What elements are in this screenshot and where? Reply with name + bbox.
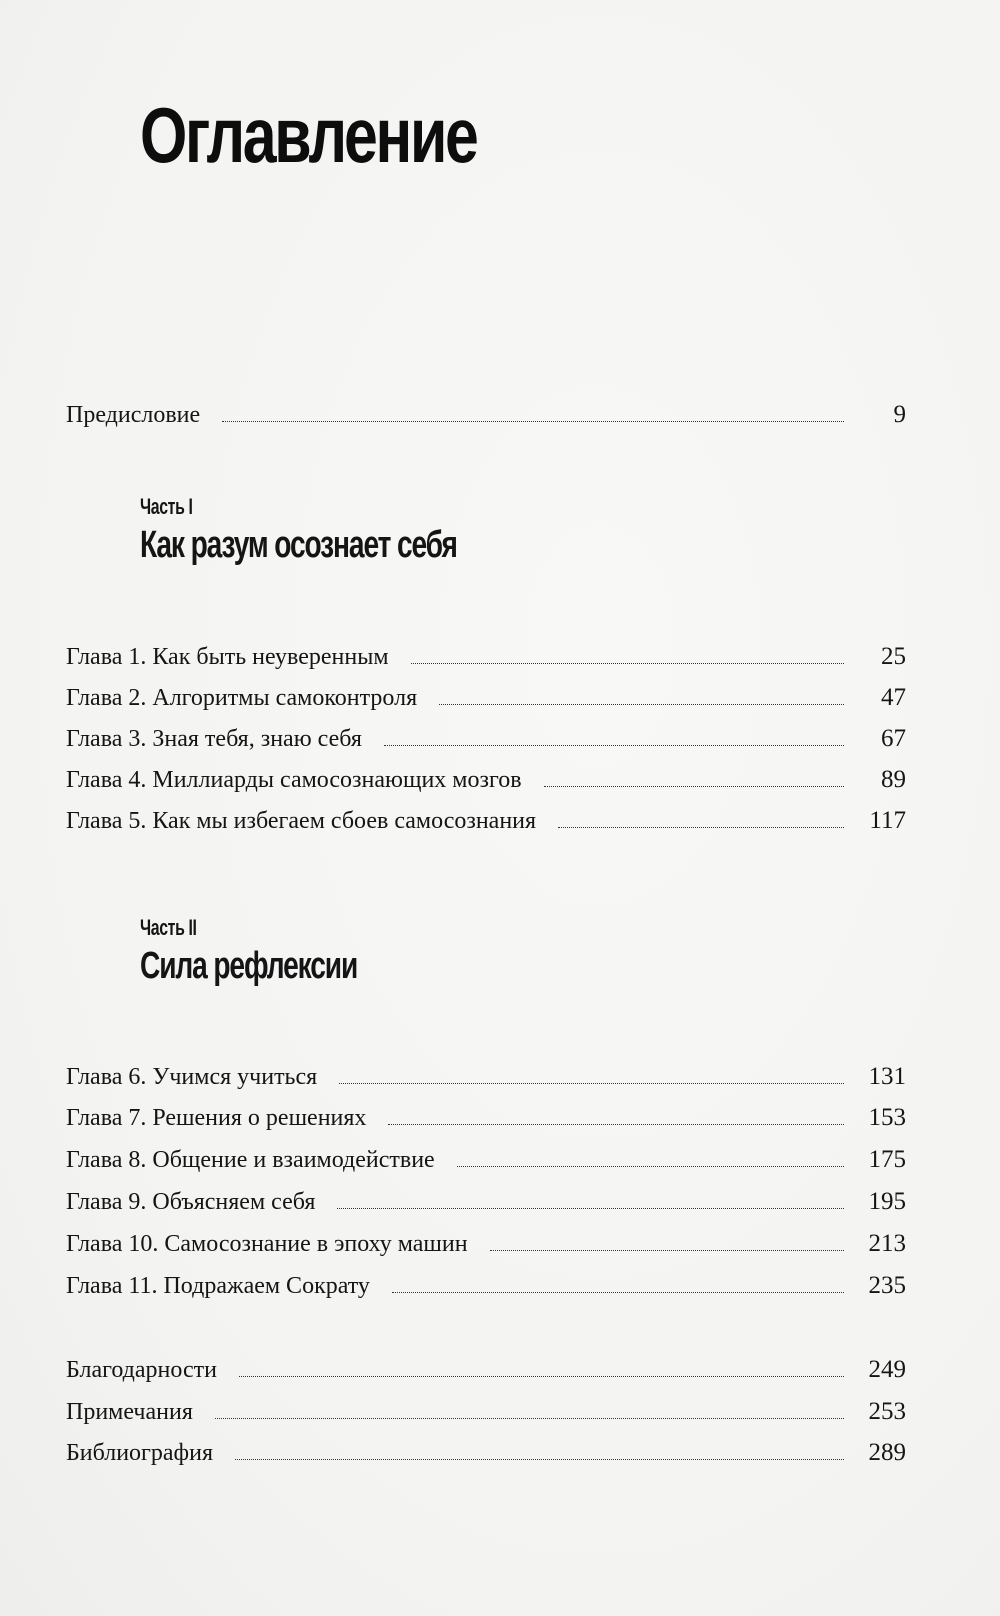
page-title: Оглавление	[140, 91, 477, 179]
toc-entry-label: Глава 1. Как быть неуверенным	[66, 644, 389, 670]
toc-entry-page: 47	[881, 684, 906, 711]
toc-entry-page: 253	[868, 1398, 906, 1425]
dot-leader	[222, 421, 844, 422]
toc-entry-page: 175	[868, 1146, 906, 1173]
toc-entry-page: 25	[881, 643, 906, 670]
toc-entry-preface[interactable]	[66, 398, 906, 432]
dot-leader	[239, 1376, 844, 1377]
toc-entry-label: Библиография	[66, 1440, 213, 1466]
toc-entry-notes[interactable]	[66, 1395, 906, 1429]
toc-entry-label: Предисловие	[66, 402, 201, 428]
toc-entry-label: Глава 2. Алгоритмы самоконтроля	[66, 685, 418, 711]
dot-leader	[215, 1418, 844, 1419]
dot-leader	[384, 745, 844, 746]
toc-entry-page: 153	[868, 1104, 906, 1131]
dot-leader	[457, 1166, 844, 1167]
toc-entry-chapter[interactable]	[66, 1227, 906, 1261]
toc-entry-chapter[interactable]	[66, 1143, 906, 1177]
toc-entry-page: 235	[868, 1272, 906, 1299]
toc-entry-label: Глава 9. Объясняем себя	[66, 1189, 316, 1215]
dot-leader	[411, 663, 844, 664]
dot-leader	[337, 1208, 844, 1209]
toc-entry-label: Благодарности	[66, 1357, 217, 1383]
toc-entry-page: 117	[869, 807, 906, 834]
toc-entry-chapter[interactable]	[66, 1269, 906, 1303]
toc-entry-chapter[interactable]	[66, 1101, 906, 1135]
toc-entry-acknowledgements[interactable]	[66, 1353, 906, 1387]
toc-entry-label: Примечания	[66, 1399, 193, 1425]
toc-entry-chapter[interactable]	[66, 804, 906, 838]
dot-leader	[392, 1292, 844, 1293]
toc-entry-bibliography[interactable]	[66, 1436, 906, 1470]
toc-entry-label: Глава 6. Учимся учиться	[66, 1064, 318, 1090]
toc-entry-page: 67	[881, 725, 906, 752]
toc-entry-chapter[interactable]	[66, 763, 906, 797]
dot-leader	[439, 704, 844, 705]
dot-leader	[388, 1124, 844, 1125]
toc-entry-chapter[interactable]	[66, 681, 906, 715]
toc-entry-page: 249	[868, 1356, 906, 1383]
toc-entry-chapter[interactable]	[66, 722, 906, 756]
dot-leader	[490, 1250, 844, 1251]
part-label: Часть I	[140, 494, 193, 519]
toc-entry-label: Глава 10. Самосознание в эпоху машин	[66, 1231, 468, 1257]
toc-entry-page: 131	[868, 1063, 906, 1090]
dot-leader	[544, 786, 844, 787]
part-title: Сила рефлексии	[140, 945, 358, 987]
part-title: Как разум осознает себя	[140, 524, 457, 566]
toc-entry-label: Глава 3. Зная тебя, знаю себя	[66, 726, 362, 752]
toc-entry-page: 213	[868, 1230, 906, 1257]
toc-entry-page: 195	[868, 1188, 906, 1215]
dot-leader	[339, 1083, 844, 1084]
toc-entry-page: 9	[893, 401, 906, 428]
toc-entry-label: Глава 7. Решения о решениях	[66, 1105, 367, 1131]
toc-entry-chapter[interactable]	[66, 640, 906, 674]
dot-leader	[235, 1459, 844, 1460]
toc-entry-page: 89	[881, 766, 906, 793]
toc-entry-page: 289	[868, 1439, 906, 1466]
toc-entry-chapter[interactable]	[66, 1185, 906, 1219]
toc-entry-chapter[interactable]	[66, 1060, 906, 1094]
toc-entry-label: Глава 4. Миллиарды самосознающих мозгов	[66, 767, 522, 793]
dot-leader	[558, 827, 844, 828]
toc-entry-label: Глава 8. Общение и взаимодействие	[66, 1147, 435, 1173]
part-label: Часть II	[140, 915, 197, 940]
toc-entry-label: Глава 5. Как мы избегаем сбоев самосознания	[66, 808, 537, 834]
toc-entry-label: Глава 11. Подражаем Сократу	[66, 1273, 370, 1299]
